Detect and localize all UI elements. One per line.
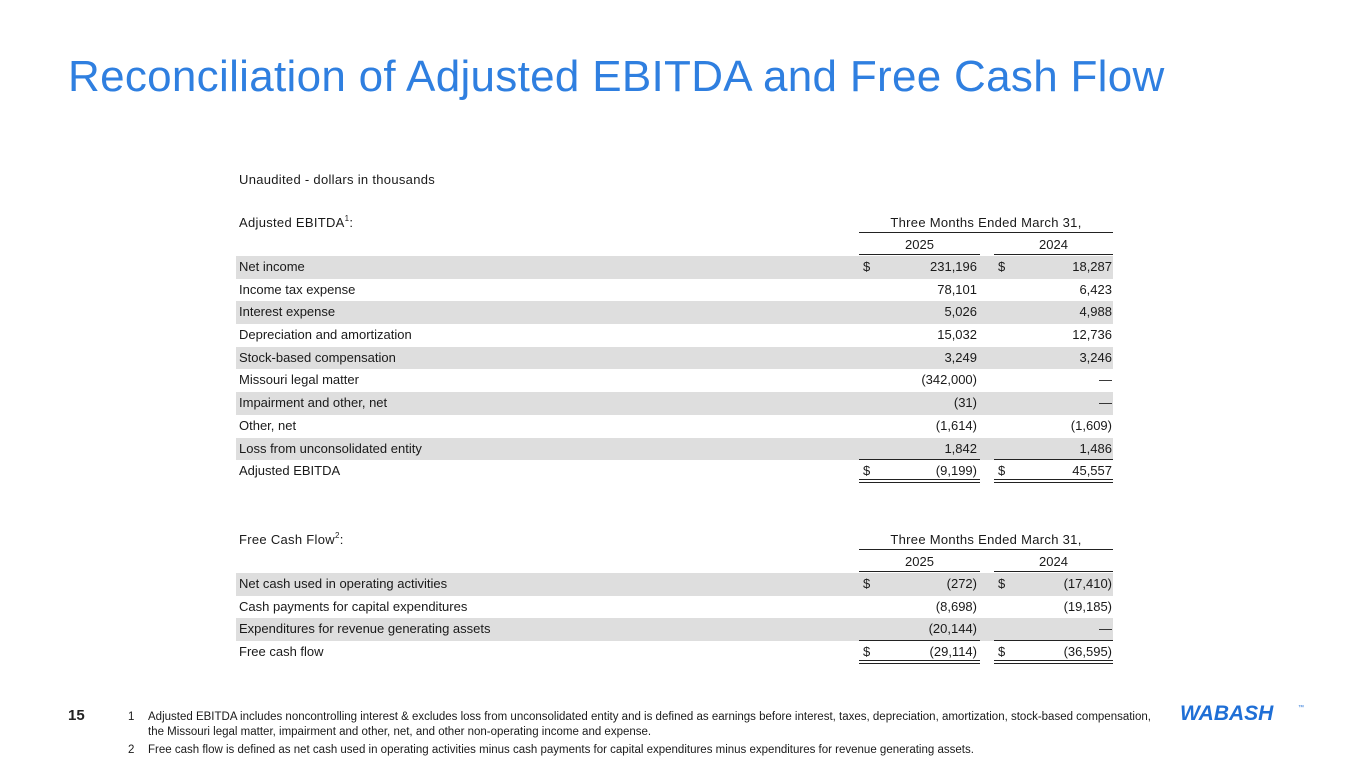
value-2024-cell	[994, 596, 1113, 619]
value-2025: (20,144)	[928, 621, 977, 637]
table-row	[236, 392, 1113, 415]
table-row	[236, 324, 1113, 347]
row-label: Impairment and other, net	[239, 395, 388, 411]
value-2025-cell	[859, 596, 980, 619]
currency-symbol: $	[998, 576, 1006, 591]
section-label: Adjusted EBITDA$^1$:	[239, 214, 354, 230]
value-2024-cell	[994, 618, 1113, 641]
row-label: Interest expense	[239, 304, 336, 320]
value-2025-cell	[859, 573, 980, 596]
footnote-text: Free cash flow is defined as net cash used in operating activities minus cash payments for capital expenditures minus expenditures for revenue generating assets.	[148, 744, 974, 756]
value-2024: 45,557	[1072, 463, 1112, 479]
table-row	[236, 618, 1113, 641]
value-2025: 3,249	[944, 349, 977, 365]
value-2024-cell	[994, 460, 1113, 483]
footnote-2	[128, 743, 1158, 758]
period-header: Three Months Ended March 31,	[859, 215, 1113, 233]
logo-text: WABASH	[1180, 702, 1274, 725]
table-row	[236, 596, 1113, 619]
row-label: Stock-based compensation	[239, 349, 396, 365]
value-2024: 6,423	[1079, 281, 1112, 297]
table-body	[236, 256, 1113, 483]
year-2025-header: 2025	[859, 554, 980, 572]
value-2024: (17,410)	[1063, 576, 1112, 591]
value-2024: 3,246	[1079, 349, 1112, 365]
table-row	[236, 256, 1113, 279]
value-2025: (272)	[946, 576, 977, 591]
row-label: Depreciation and amortization	[239, 327, 412, 343]
row-label: Net cash used in operating activities	[239, 576, 448, 591]
value-2024: —	[1099, 395, 1112, 411]
logo-trademark: ™	[1298, 705, 1304, 711]
value-2025-cell	[859, 415, 980, 438]
footnotes	[128, 710, 1158, 761]
value-2024: —	[1099, 372, 1112, 388]
value-2025-cell	[859, 324, 980, 347]
value-2025-cell	[859, 279, 980, 302]
value-2025: 15,032	[937, 327, 977, 343]
row-label: Income tax expense	[239, 281, 356, 297]
table-row	[236, 279, 1113, 302]
table-row	[236, 573, 1113, 596]
row-label: Net income	[239, 259, 305, 274]
table-row	[236, 438, 1113, 461]
table-header	[236, 212, 1113, 234]
value-2025-cell	[859, 641, 980, 664]
section-label: Free Cash Flow$^2$:	[239, 531, 344, 547]
adjusted-ebitda-table	[236, 212, 1113, 483]
currency-symbol: $	[863, 644, 871, 660]
value-2025: (31)	[953, 395, 977, 411]
value-2024: 12,736	[1072, 327, 1112, 343]
value-2025: 5,026	[944, 304, 977, 320]
table-body	[236, 573, 1113, 664]
table-row	[236, 415, 1113, 438]
year-2024-header: 2024	[994, 237, 1113, 255]
value-2025-cell	[859, 460, 980, 483]
value-2025-cell	[859, 438, 980, 461]
row-label: Free cash flow	[239, 644, 324, 660]
currency-symbol: $	[998, 644, 1006, 660]
row-label: Other, net	[239, 417, 297, 433]
value-2024-cell	[994, 347, 1113, 370]
value-2024-cell	[994, 301, 1113, 324]
value-2024-cell	[994, 415, 1113, 438]
value-2024: 18,287	[1072, 259, 1112, 274]
currency-symbol: $	[863, 463, 871, 479]
value-2024: 1,486	[1079, 440, 1112, 456]
period-header: Three Months Ended March 31,	[859, 532, 1113, 550]
value-2025-cell	[859, 301, 980, 324]
currency-symbol: $	[998, 463, 1006, 479]
value-2025: 78,101	[937, 281, 977, 297]
currency-symbol: $	[863, 576, 871, 591]
year-headers	[236, 234, 1113, 256]
value-2025: (1,614)	[935, 417, 977, 433]
wabash-logo	[1180, 700, 1308, 726]
row-label: Expenditures for revenue generating assets	[239, 621, 491, 637]
table-header	[236, 529, 1113, 551]
value-2024-cell	[994, 392, 1113, 415]
year-2025-header: 2025	[859, 237, 980, 255]
value-2025: 1,842	[944, 440, 977, 456]
footnote-mark: 1	[128, 711, 135, 723]
value-2024: (36,595)	[1063, 644, 1112, 660]
value-2024-cell	[994, 641, 1113, 664]
table-row	[236, 369, 1113, 392]
year-2024-header: 2024	[994, 554, 1113, 572]
value-2025: (29,114)	[929, 644, 977, 660]
table-row	[236, 641, 1113, 664]
row-label: Adjusted EBITDA	[239, 463, 341, 479]
row-label: Loss from unconsolidated entity	[239, 440, 422, 456]
currency-symbol: $	[863, 259, 871, 274]
value-2024: (19,185)	[1063, 598, 1112, 614]
row-label: Cash payments for capital expenditures	[239, 598, 468, 614]
value-2025-cell	[859, 347, 980, 370]
value-2024-cell	[994, 369, 1113, 392]
value-2025-cell	[859, 256, 980, 279]
value-2025-cell	[859, 392, 980, 415]
free-cash-flow-table	[236, 529, 1113, 664]
footnote-ref: 1	[344, 214, 350, 223]
currency-symbol: $	[998, 259, 1006, 274]
footnote-text: Adjusted EBITDA includes noncontrolling interest & excludes loss from unconsolidated entity and is defined as earnings before interest, taxes, depreciation, amortization, stock-based compensation, the Missouri legal matter, impairment and other, net, and other non-operating income and expense.	[148, 711, 1151, 738]
value-2024: 4,988	[1079, 304, 1112, 320]
value-2024-cell	[994, 324, 1113, 347]
value-2025: (8,698)	[935, 598, 977, 614]
value-2024-cell	[994, 573, 1113, 596]
row-label: Missouri legal matter	[239, 372, 359, 388]
value-2025-cell	[859, 618, 980, 641]
value-2024-cell	[994, 256, 1113, 279]
value-2025-cell	[859, 369, 980, 392]
footnote-1	[128, 710, 1158, 740]
page-title: Reconciliation of Adjusted EBITDA and Free Cash Flow	[68, 52, 1165, 101]
table-row	[236, 460, 1113, 483]
value-2024: —	[1099, 621, 1112, 637]
value-2025: (342,000)	[921, 372, 977, 388]
value-2024-cell	[994, 438, 1113, 461]
page-number: 15	[68, 707, 85, 724]
footnote-ref: 2	[334, 531, 340, 540]
units-note: Unaudited - dollars in thousands	[239, 172, 436, 187]
footnote-mark: 2	[128, 744, 135, 756]
table-row	[236, 347, 1113, 370]
year-headers	[236, 551, 1113, 573]
table-row	[236, 301, 1113, 324]
value-2024: (1,609)	[1070, 417, 1112, 433]
value-2025: 231,196	[930, 259, 977, 274]
value-2024-cell	[994, 279, 1113, 302]
value-2025: (9,199)	[935, 463, 977, 479]
